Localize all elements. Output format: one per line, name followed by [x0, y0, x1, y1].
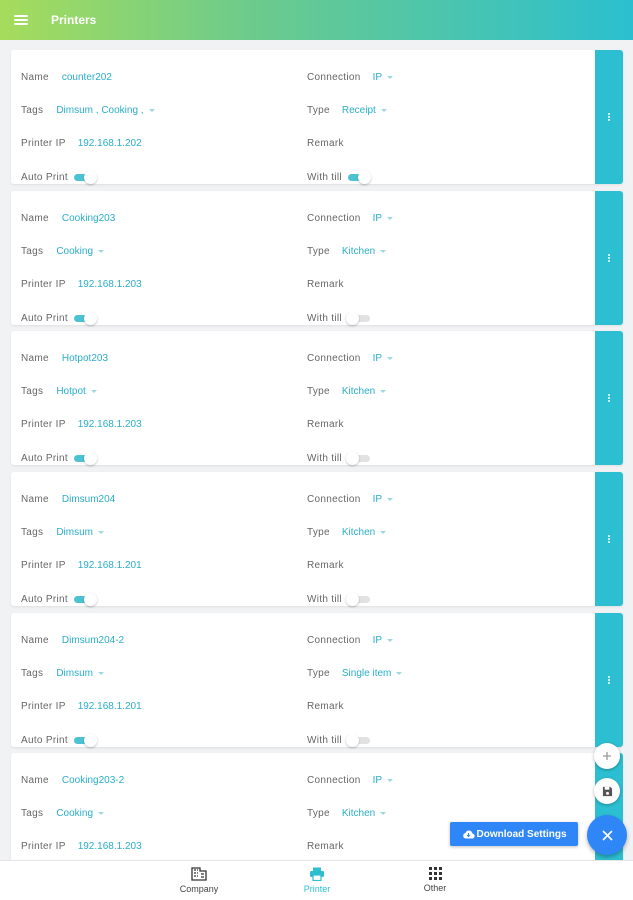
with-till-toggle[interactable] — [346, 592, 372, 606]
printer-ip-field[interactable]: Printer IP 192.168.1.201 — [21, 700, 142, 712]
printer-ip-field[interactable]: Printer IP 192.168.1.201 — [21, 559, 142, 571]
auto-print-toggle[interactable] — [72, 733, 98, 747]
tags-select[interactable]: Cooking — [56, 245, 94, 257]
printer-ip-value[interactable]: 192.168.1.203 — [77, 278, 142, 290]
connection-field[interactable]: Connection IP — [307, 633, 393, 647]
connection-field[interactable]: Connection IP — [307, 351, 393, 365]
with-till-field: With till — [307, 592, 372, 606]
tags-field[interactable]: Tags Dimsum — [21, 525, 104, 539]
more-vertical-icon — [608, 113, 610, 121]
cloud-download-icon — [462, 829, 475, 839]
with-till-toggle[interactable] — [346, 311, 372, 325]
chevron-down-icon — [91, 390, 97, 393]
chevron-down-icon — [387, 357, 393, 360]
printer-card — [11, 613, 623, 747]
chevron-down-icon — [98, 531, 104, 534]
nav-item-company[interactable]: Company — [164, 867, 234, 894]
nav-item-other[interactable]: Other — [400, 867, 470, 893]
auto-print-field: Auto Print — [21, 170, 98, 184]
remark-field[interactable]: Remark — [307, 418, 344, 430]
with-till-field: With till — [307, 733, 372, 747]
name-field[interactable]: Name Dimsum204 — [21, 493, 116, 505]
remark-field[interactable]: Remark — [307, 700, 344, 712]
with-till-field: With till — [307, 451, 372, 465]
remark-field[interactable]: Remark — [307, 840, 344, 852]
name-field[interactable]: Name Cooking203-2 — [21, 774, 125, 786]
close-icon — [602, 830, 613, 841]
chevron-down-icon — [387, 498, 393, 501]
type-select[interactable]: Kitchen — [341, 385, 376, 397]
printer-ip-value[interactable]: 192.168.1.202 — [77, 137, 142, 149]
printer-name[interactable]: Dimsum204 — [61, 493, 116, 505]
tags-select[interactable]: Dimsum — [56, 667, 93, 679]
tags-select[interactable]: Dimsum — [56, 526, 93, 538]
chevron-down-icon — [98, 812, 104, 815]
connection-field[interactable]: Connection IP — [307, 211, 393, 225]
printer-name[interactable]: Cooking203-2 — [61, 774, 125, 786]
name-field[interactable]: Name counter202 — [21, 71, 112, 83]
chevron-down-icon — [98, 250, 104, 253]
card-menu-button[interactable] — [595, 331, 623, 465]
tags-field[interactable]: Tags Dimsum , Cooking , — [21, 103, 155, 117]
save-icon — [602, 786, 613, 797]
printer-name[interactable]: Dimsum204-2 — [61, 634, 125, 646]
printer-ip-field[interactable]: Printer IP 192.168.1.203 — [21, 278, 142, 290]
tags-select[interactable]: Hotpot — [56, 385, 86, 397]
chevron-down-icon — [380, 390, 386, 393]
chevron-down-icon — [387, 639, 393, 642]
card-menu-button[interactable] — [595, 613, 623, 747]
auto-print-toggle[interactable] — [72, 311, 98, 325]
printer-name[interactable]: Cooking203 — [61, 212, 116, 224]
tags-field[interactable]: Tags Dimsum — [21, 666, 104, 680]
chevron-down-icon — [380, 531, 386, 534]
chevron-down-icon — [387, 779, 393, 782]
chevron-down-icon — [387, 217, 393, 220]
printer-card — [11, 472, 623, 606]
printer-ip-value[interactable]: 192.168.1.201 — [77, 559, 142, 571]
with-till-field: With till — [307, 170, 372, 184]
more-vertical-icon — [608, 394, 610, 402]
app-bar — [0, 0, 633, 40]
remark-field[interactable]: Remark — [307, 278, 344, 290]
connection-field[interactable]: Connection IP — [307, 492, 393, 506]
connection-select[interactable]: IP — [372, 774, 383, 786]
auto-print-toggle[interactable] — [72, 592, 98, 606]
printer-ip-field[interactable]: Printer IP 192.168.1.203 — [21, 840, 142, 852]
type-select[interactable]: Kitchen — [341, 526, 376, 538]
with-till-toggle[interactable] — [346, 733, 372, 747]
connection-select[interactable]: IP — [372, 352, 383, 364]
type-field[interactable]: Type Single item — [307, 666, 402, 680]
printer-card — [11, 191, 623, 325]
tags-select[interactable]: Cooking — [56, 807, 94, 819]
auto-print-toggle[interactable] — [72, 170, 98, 184]
type-select[interactable]: Single item — [341, 667, 392, 679]
company-icon — [191, 867, 207, 881]
with-till-field: With till — [307, 311, 372, 325]
connection-field[interactable]: Connection IP — [307, 70, 393, 84]
chevron-down-icon — [381, 109, 387, 112]
menu-icon[interactable] — [14, 15, 28, 25]
name-field[interactable]: Name Hotpot203 — [21, 352, 109, 364]
printer-card — [11, 331, 623, 465]
tags-field[interactable]: Tags Cooking — [21, 244, 104, 258]
printer-ip-value[interactable]: 192.168.1.203 — [77, 840, 142, 852]
with-till-toggle[interactable] — [346, 170, 372, 184]
auto-print-field: Auto Print — [21, 311, 98, 325]
card-menu-button[interactable] — [595, 50, 623, 184]
grid-icon — [429, 867, 442, 880]
connection-select[interactable]: IP — [372, 71, 383, 83]
auto-print-field: Auto Print — [21, 733, 98, 747]
download-settings-button[interactable] — [450, 822, 578, 846]
chevron-down-icon — [380, 250, 386, 253]
printer-card — [11, 50, 623, 184]
bottom-navigation — [0, 860, 633, 900]
printer-ip-value[interactable]: 192.168.1.201 — [77, 700, 142, 712]
type-select[interactable]: Kitchen — [341, 807, 376, 819]
add-printer-button[interactable] — [594, 743, 620, 769]
save-button[interactable] — [594, 778, 620, 804]
connection-field[interactable]: Connection IP — [307, 773, 393, 787]
auto-print-field: Auto Print — [21, 451, 98, 465]
page-title: Printers — [51, 13, 97, 27]
nav-item-printer[interactable]: Printer — [282, 867, 352, 894]
plus-icon — [602, 751, 612, 761]
chevron-down-icon — [98, 672, 104, 675]
remark-field[interactable]: Remark — [307, 137, 344, 149]
more-vertical-icon — [608, 535, 610, 543]
type-field[interactable]: Type Kitchen — [307, 384, 386, 398]
download-settings-label: Download Settings — [476, 828, 567, 840]
tags-field[interactable]: Tags Cooking — [21, 806, 104, 820]
type-field[interactable]: Type Receipt — [307, 103, 387, 117]
printer-icon — [309, 867, 325, 881]
chevron-down-icon — [380, 812, 386, 815]
close-fab-button[interactable] — [587, 815, 627, 855]
tags-field[interactable]: Tags Hotpot — [21, 384, 97, 398]
type-field[interactable]: Type Kitchen — [307, 806, 386, 820]
name-field[interactable]: Name Dimsum204-2 — [21, 634, 125, 646]
auto-print-toggle[interactable] — [72, 451, 98, 465]
more-vertical-icon — [608, 254, 610, 262]
printer-ip-field[interactable]: Printer IP 192.168.1.203 — [21, 418, 142, 430]
auto-print-field: Auto Print — [21, 592, 98, 606]
printer-ip-value[interactable]: 192.168.1.203 — [77, 418, 142, 430]
type-select[interactable]: Kitchen — [341, 245, 376, 257]
printer-list[interactable] — [0, 40, 633, 860]
type-select[interactable]: Receipt — [341, 104, 376, 116]
more-vertical-icon — [608, 676, 610, 684]
card-menu-button[interactable] — [595, 191, 623, 325]
printer-ip-field[interactable]: Printer IP 192.168.1.202 — [21, 137, 142, 149]
printer-name[interactable]: counter202 — [61, 71, 112, 83]
name-field[interactable]: Name Cooking203 — [21, 212, 116, 224]
card-menu-button[interactable] — [595, 472, 623, 606]
connection-select[interactable]: IP — [372, 634, 383, 646]
remark-field[interactable]: Remark — [307, 559, 344, 571]
connection-select[interactable]: IP — [372, 212, 383, 224]
with-till-toggle[interactable] — [346, 451, 372, 465]
type-field[interactable]: Type Kitchen — [307, 244, 386, 258]
tags-select[interactable]: Dimsum , Cooking , — [56, 104, 144, 116]
chevron-down-icon — [396, 672, 402, 675]
chevron-down-icon — [387, 76, 393, 79]
connection-select[interactable]: IP — [372, 493, 383, 505]
type-field[interactable]: Type Kitchen — [307, 525, 386, 539]
chevron-down-icon — [149, 109, 155, 112]
printer-name[interactable]: Hotpot203 — [61, 352, 109, 364]
